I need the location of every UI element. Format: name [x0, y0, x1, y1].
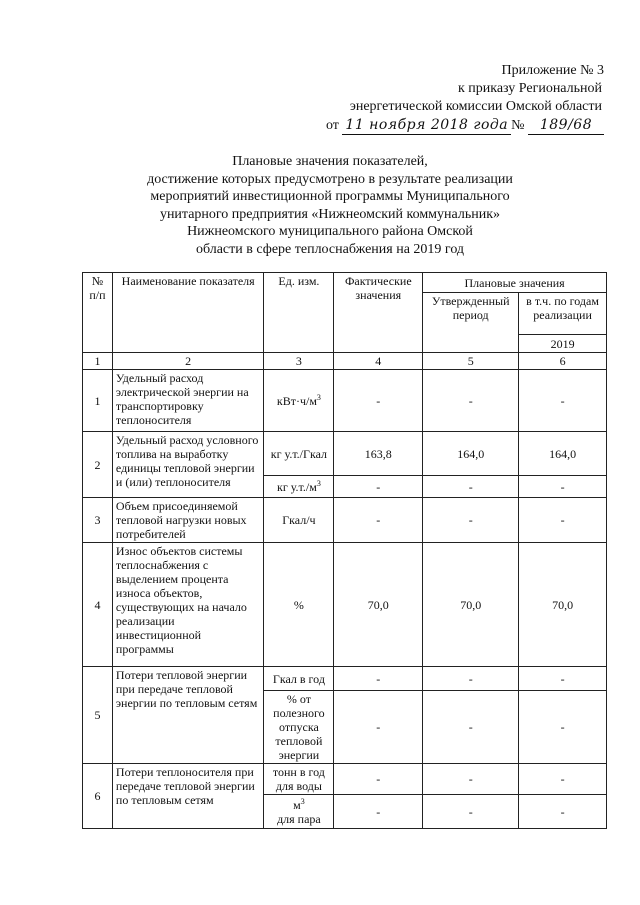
value-cell: -	[519, 476, 607, 498]
unit-text: кг у.т./м	[276, 479, 317, 494]
header-actual: Фактические значения	[334, 273, 423, 353]
value-cell: -	[334, 476, 423, 498]
order-reference: к приказу Региональной	[457, 81, 602, 96]
value-cell: -	[519, 667, 607, 691]
unit-text: %	[293, 597, 304, 612]
order-date-line	[326, 116, 604, 135]
col-number: 5	[423, 353, 519, 370]
header-by-years: в т.ч. по годам реализации	[519, 293, 607, 335]
col-number: 3	[264, 353, 334, 370]
unit-cell	[264, 432, 334, 476]
title-line: области в сфере теплоснабжения на 2019 год	[195, 241, 465, 257]
table-row	[83, 498, 607, 543]
number-sign: №	[511, 118, 525, 133]
value-cell: 70,0	[519, 543, 607, 667]
unit-superscript: 3	[316, 478, 321, 488]
value-cell: -	[423, 795, 519, 829]
value-cell: -	[334, 667, 423, 691]
value-cell: -	[423, 691, 519, 764]
unit-cell	[264, 795, 334, 829]
header-name: Наименование показателя	[112, 273, 264, 353]
indicator-name: Удельный расход электрической энергии на транспортировку теплоносителя	[112, 370, 264, 432]
unit-text: % от полезного отпуска тепловой энергии	[273, 692, 325, 762]
unit-superscript: 3	[316, 392, 321, 402]
unit-cell	[264, 691, 334, 764]
value-cell: -	[519, 370, 607, 432]
ot-label: от	[325, 118, 339, 133]
table-row	[83, 432, 607, 476]
header-unit: Ед. изм.	[264, 273, 334, 353]
table-row	[83, 370, 607, 432]
appendix-number: Приложение № 3	[501, 63, 604, 78]
unit-text: м	[293, 797, 301, 812]
value-cell: 70,0	[423, 543, 519, 667]
indicator-name: Удельный расход условного топлива на выработку единицы тепловой энергии и (или) теплоносителя	[112, 432, 264, 498]
table-row	[83, 667, 607, 691]
value-cell: -	[519, 764, 607, 795]
indicator-name: Потери тепловой энергии при передаче тепловой энергии по тепловым сетям	[112, 667, 264, 764]
value-cell: -	[423, 370, 519, 432]
row-number: 4	[83, 543, 113, 667]
value-cell: -	[423, 667, 519, 691]
commission-name: энергетической комиссии Омской области	[349, 99, 602, 114]
value-cell: -	[519, 498, 607, 543]
handwritten-date: 11 ноября 2018 года	[342, 116, 511, 135]
unit-cell	[264, 764, 334, 795]
handwritten-number: 189/68	[528, 116, 604, 135]
unit-text: Гкал/ч	[282, 513, 316, 527]
title-line: мероприятий инвестиционной программы Муниципального	[150, 189, 510, 204]
unit-cell	[264, 476, 334, 498]
unit-text-after: для пара	[277, 811, 321, 826]
value-cell: 70,0	[334, 543, 423, 667]
value-cell: 164,0	[423, 432, 519, 476]
title-line: унитарного предприятия «Нижнеомский коммунальник»	[159, 206, 501, 222]
value-cell: -	[334, 795, 423, 829]
value-cell: -	[334, 370, 423, 432]
row-number: 1	[83, 370, 113, 432]
title-line: Нижнеомского муниципального района Омской	[187, 224, 473, 239]
indicator-name: Объем присоединяемой тепловой нагрузки новых потребителей	[112, 498, 264, 543]
unit-cell	[264, 543, 334, 667]
value-cell: -	[334, 498, 423, 543]
unit-text: кВт·ч/м	[276, 393, 317, 408]
indicators-table	[82, 272, 607, 829]
value-cell: -	[334, 764, 423, 795]
row-number: 6	[83, 764, 113, 829]
indicator-name: Износ объектов системы теплоснабжения с выделением процента износа объектов, существующих на начало реализации инвестиционной программы	[112, 543, 264, 667]
unit-text: Гкал в год	[272, 671, 325, 686]
row-number: 3	[83, 498, 113, 543]
row-number: 5	[83, 667, 113, 764]
table-row	[83, 543, 607, 667]
unit-text: тонн в год для воды	[272, 765, 325, 793]
table-row	[83, 764, 607, 795]
document-title	[120, 153, 540, 258]
header-year: 2019	[519, 335, 607, 353]
header-approved: Утвержденный период	[423, 293, 519, 353]
value-cell: 163,8	[334, 432, 423, 476]
value-cell: -	[519, 795, 607, 829]
unit-cell	[264, 498, 334, 543]
col-number: 4	[334, 353, 423, 370]
header-num: № п/п	[83, 273, 113, 353]
unit-text: кг у.т./Гкал	[270, 446, 328, 461]
title-line: Плановые значения показателей,	[232, 154, 428, 169]
value-cell: -	[334, 691, 423, 764]
unit-superscript: 3	[300, 796, 305, 806]
col-number: 2	[112, 353, 264, 370]
col-number: 6	[519, 353, 607, 370]
value-cell: -	[423, 476, 519, 498]
header-planned: Плановые значения	[423, 273, 607, 293]
value-cell: 164,0	[519, 432, 607, 476]
value-cell: -	[423, 764, 519, 795]
unit-cell	[264, 370, 334, 432]
value-cell: -	[423, 498, 519, 543]
row-number: 2	[83, 432, 113, 498]
value-cell: -	[519, 691, 607, 764]
unit-cell	[264, 667, 334, 691]
title-line: достижение которых предусмотрено в результате реализации	[147, 171, 513, 187]
indicator-name: Потери теплоносителя при передаче тепловой энергии по тепловым сетям	[112, 764, 264, 829]
col-number: 1	[83, 353, 113, 370]
